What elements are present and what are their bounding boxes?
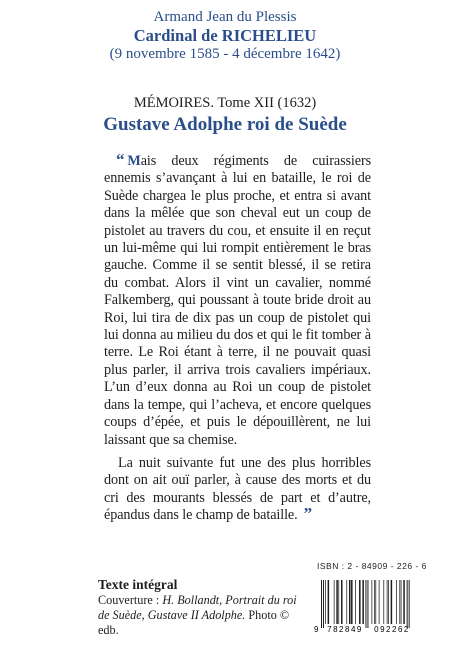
barcode-bar	[391, 580, 393, 624]
barcode-bar	[328, 580, 330, 624]
barcode-bar	[372, 580, 373, 624]
open-quote-mark: “	[116, 150, 125, 169]
barcode-guard-bar	[321, 580, 322, 628]
author-title: Cardinal de RICHELIEU	[133, 26, 317, 45]
cover-credit	[98, 593, 308, 638]
quote-paragraph-2-text: La nuit suivante fut une des plus horribles dont on ait ouï parler, à cause des morts et du cri des mourants blessés de part et d’autre, épandus dans le champ de bataille.	[104, 454, 371, 524]
barcode-bar	[399, 580, 400, 624]
work-block	[0, 94, 450, 137]
barcode-guard-bar	[367, 580, 368, 628]
cover-credit-title: H. Bollandt, Portrait du roi de Suède, Gustave II Adolphe.	[98, 593, 297, 622]
close-quote-mark: ”	[303, 504, 312, 524]
quote-paragraph-1	[104, 150, 371, 449]
barcode-bar	[374, 580, 375, 624]
barcode-bar	[383, 580, 384, 624]
edition-label: Texte intégral	[98, 577, 178, 592]
cover-credit-prefix: Couverture :	[98, 593, 163, 607]
quote-excerpt	[104, 150, 371, 525]
barcode-bar	[379, 580, 380, 624]
cover-credit-suffix: Photo © edb.	[98, 608, 290, 637]
barcode-bar	[355, 580, 356, 624]
barcode-bar	[341, 580, 343, 624]
quote-first-letter: M	[127, 153, 141, 169]
barcode-bar	[325, 580, 326, 624]
barcode-bar	[387, 580, 388, 624]
barcode-left-digits: 782849	[327, 625, 363, 634]
barcode-bar	[338, 580, 339, 624]
barcode-bar	[336, 580, 338, 624]
barcode-bar	[401, 580, 402, 624]
author-dates: (9 novembre 1585 - 4 décembre 1642)	[109, 46, 341, 62]
barcode-lead-digit: 9	[314, 625, 319, 634]
barcode-bar	[403, 580, 405, 624]
barcode-bar	[346, 580, 347, 624]
barcode-bar	[359, 580, 361, 624]
barcode-bar	[362, 580, 364, 624]
barcode-guard-bar	[365, 580, 366, 628]
quote-paragraph-2	[104, 455, 371, 525]
barcode-bar	[349, 580, 351, 624]
barcode-guard-bar	[407, 580, 408, 628]
barcode	[312, 580, 426, 634]
barcode-bar	[388, 580, 389, 624]
quote-paragraph-1-text: ais deux régiments de cuirassiers ennemis s’avançant à lui en bataille, le roi de Suède chargea le plus proche, et entra si avant dans la mêlée que son cheval eut un coup de pistolet au travers du cou, et ensuite il en reçut un lui-même qui lui rompit entièrement le bras gauche. Comme il se sentit blessé, il se retira du combat. Alors il vint un cavalier, nommé Falkemberg, qui poussant à toute bride droit au Roi, lui tira de dix pas un coup de pistolet qui lui donna au milieu du dos et qui le fit tomber à terre. Le Roi étant à terre, il ne pouvait quasi plus parler, il arriva trois cavaliers impériaux. L’un d’eux donna au Roi un coup de pistolet dans la tempe, qui l’acheva, et encore quelques coups d’épée, et puis le dépouillèrent, ne lui laissant que sa chemise.	[104, 153, 371, 448]
book-title: Gustave Adolphe roi de Suède	[103, 114, 347, 135]
barcode-bar	[351, 580, 353, 624]
isbn-text: ISBN : 2 - 84909 - 226 - 6	[317, 561, 427, 571]
work-volume-line: MÉMOIRES. Tome XII (1632)	[133, 95, 317, 111]
barcode-bar	[334, 580, 335, 624]
footer-credits	[98, 576, 308, 638]
barcode-guard-bar	[323, 580, 324, 628]
barcode-bars	[321, 580, 410, 628]
author-block	[0, 8, 450, 63]
barcode-guard-bar	[409, 580, 410, 628]
barcode-bar	[396, 580, 397, 624]
author-name: Armand Jean du Plessis	[153, 9, 297, 25]
barcode-right-digits: 092262	[374, 625, 410, 634]
barcode-bar	[375, 580, 376, 624]
